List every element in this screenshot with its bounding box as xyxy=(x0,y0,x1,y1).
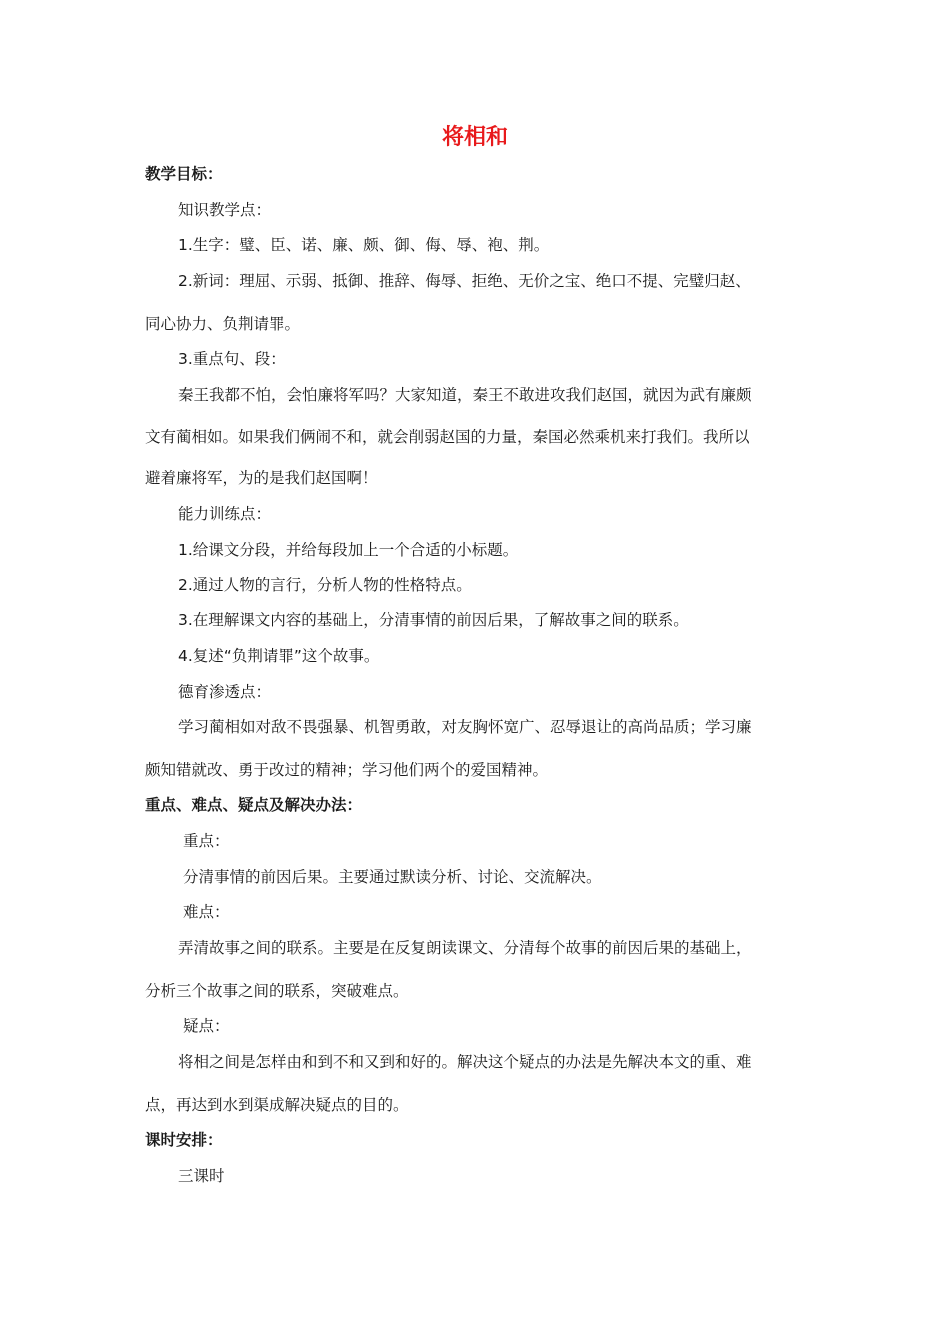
section-heading-schedule: 课时安排： xyxy=(145,1131,223,1149)
doubt-line-1: 将相之间是怎样由和到不和又到和好的。解决这个疑点的办法是先解决本文的重、难 xyxy=(178,1053,752,1071)
subheading-knowledge: 知识教学点： xyxy=(178,201,272,219)
moral-line-2: 颇知错就改、勇于改过的精神；学习他们两个的爱国精神。 xyxy=(145,761,549,779)
document-title: 将相和 xyxy=(441,125,508,150)
schedule-text: 三课时 xyxy=(178,1167,225,1185)
quote-line-1: 秦王我都不怕，会怕廉将军吗？大家知道，秦王不敢进攻我们赵国，就因为武有廉颇 xyxy=(178,386,752,404)
moral-line-1: 学习蔺相如对敌不畏强暴、机智勇敢，对友胸怀宽广、忍辱退让的高尚品质；学习廉 xyxy=(178,718,752,736)
key-text: 分清事情的前因后果。主要通过默读分析、讨论、交流解决。 xyxy=(183,868,602,886)
subheading-doubt: 疑点： xyxy=(183,1017,230,1035)
difficulty-line-2: 分析三个故事之间的联系，突破难点。 xyxy=(145,982,409,1000)
knowledge-item-3: 3.重点句、段： xyxy=(178,350,286,368)
ability-item-1: 1.给课文分段，并给每段加上一个合适的小标题。 xyxy=(178,541,519,559)
knowledge-item-2-line2: 同心协力、负荆请罪。 xyxy=(145,315,301,333)
ability-item-2: 2.通过人物的言行，分析人物的性格特点。 xyxy=(178,576,472,594)
knowledge-item-2-line1: 2.新词：理屈、示弱、抵御、推辞、侮辱、拒绝、无价之宝、绝口不提、完璧归赵、 xyxy=(178,272,751,290)
section-heading-key-points: 重点、难点、疑点及解决办法： xyxy=(145,796,363,814)
section-heading-goals: 教学目标： xyxy=(145,165,223,183)
subheading-moral: 德育渗透点： xyxy=(178,683,272,701)
doubt-line-2: 点，再达到水到渠成解决疑点的目的。 xyxy=(145,1096,409,1114)
subheading-key: 重点： xyxy=(183,832,230,850)
ability-item-3: 3.在理解课文内容的基础上，分清事情的前因后果，了解故事之间的联系。 xyxy=(178,611,689,629)
difficulty-line-1: 弄清故事之间的联系。主要是在反复朗读课文、分清每个故事的前因后果的基础上， xyxy=(178,939,752,957)
knowledge-item-1: 1.生字：璧、臣、诺、廉、颇、御、侮、辱、袍、荆。 xyxy=(178,236,550,254)
ability-item-4: 4.复述“负荆请罪”这个故事。 xyxy=(178,647,380,665)
quote-line-3: 避着廉将军，为的是我们赵国啊！ xyxy=(145,469,378,487)
subheading-ability: 能力训练点： xyxy=(178,505,272,523)
quote-line-2: 文有蔺相如。如果我们俩闹不和，就会削弱赵国的力量，秦国必然乘机来打我们。我所以 xyxy=(145,428,750,446)
subheading-difficulty: 难点： xyxy=(183,903,230,921)
